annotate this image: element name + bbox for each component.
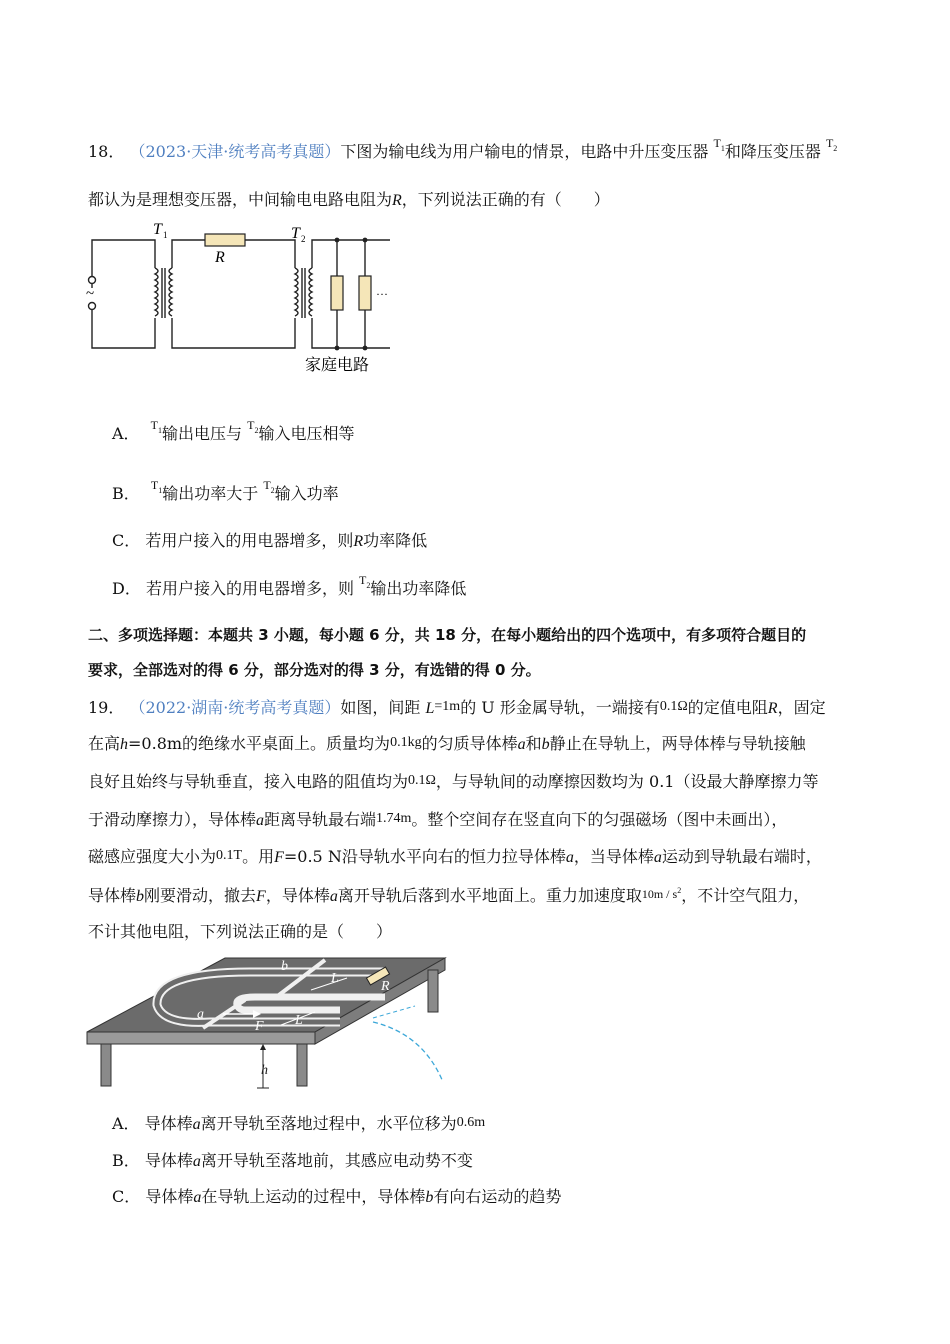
svg-text:1: 1: [163, 230, 168, 240]
q18-option-D[interactable]: D． 若用户接入的用电器增多，则 $^{T_2}$输出功率降低: [112, 573, 467, 598]
q19-option-A[interactable]: A． 导体棒a离开导轨至落地过程中，水平位移为0.6m: [112, 1114, 486, 1133]
fig-label-a: a: [197, 1007, 204, 1022]
label-R: R: [215, 249, 225, 266]
q19-source[interactable]: （2022·湖南·统考高考真题）: [129, 698, 341, 717]
more-loads-dots: ···: [376, 287, 388, 301]
t2-primary-coil: [295, 268, 298, 316]
q18-R: R: [392, 192, 402, 209]
t2-secondary-coil: [309, 268, 312, 316]
fig-label-h: h: [261, 1063, 268, 1078]
q18-number: 18．: [88, 142, 125, 161]
ac-symbol: ~: [86, 286, 95, 302]
svg-text:2: 2: [301, 234, 306, 244]
home-circuit-caption: 家庭电路: [305, 357, 370, 374]
trajectory: [373, 1022, 443, 1082]
label-T1: T: [153, 221, 162, 238]
q18-option-A[interactable]: A． $^{T_1}$输出电压与 $^{T_2}$输入电压相等: [112, 418, 355, 443]
q19-line6: 导体棒b刚要滑动，撤去F，导体棒a离开导轨后落到水平地面上。重力加速度取$10m / s^2$，不计空气阻力，: [88, 886, 810, 905]
section2-line2: 要求，全部选对的得 6 分，部分选对的得 3 分，有选错的得 0 分。: [88, 661, 541, 679]
q18-T1: T1: [713, 136, 725, 153]
q18-line2: 都认为是理想变压器，中间输电电路电阻为R，下列说法正确的有（ ）: [88, 190, 610, 209]
fig-label-F: F: [255, 1019, 264, 1034]
q19-rail-figure: [85, 950, 455, 1095]
q19-option-C[interactable]: C． 导体棒a在导轨上运动的过程中，导体棒b有向右运动的趋势: [112, 1187, 562, 1206]
q19-option-B[interactable]: B． 导体棒a离开导轨至落地前，其感应电动势不变: [112, 1151, 473, 1170]
fig-label-R: R: [381, 979, 390, 994]
q18-option-B[interactable]: B． $^{T_1}$输出功率大于 $^{T_2}$输入功率: [112, 478, 339, 503]
section2-line1: 二、多项选择题：本题共 3 小题，每小题 6 分，共 18 分，在每小题给出的四个选项中，有多项符合题目的: [88, 626, 807, 644]
q18-source[interactable]: （2023·天津·统考高考真题）: [129, 142, 341, 161]
q18-stem: 下图为输电线为用户输电的情景，电路中升压变压器: [340, 142, 709, 161]
fig-label-b: b: [281, 959, 288, 974]
left-wire-bottom: [92, 310, 155, 348]
q19-line1: 19． （2022·湖南·统考高考真题）如图，间距 L=1m的 U 形金属导轨，一端接有0.1Ω的定值电阻R，固定: [88, 698, 826, 717]
t1-primary-coil: [155, 268, 158, 316]
resistor-R: [205, 234, 245, 246]
q18-T2: T2: [825, 136, 838, 153]
t1-secondary-coil: [169, 268, 172, 316]
load-resistor-1: [331, 276, 343, 310]
q18-and: 和降压变压器: [724, 142, 821, 161]
q19-line5: 磁感应强度大小为0.1T。用F=0.5 N沿导轨水平向右的恒力拉导体棒a，当导体棒a运动到导轨最右端时，: [88, 847, 822, 866]
fig-label-L2: L: [295, 1013, 303, 1028]
q19-line7: 不计其他电阻，下列说法正确的是（ ）: [88, 922, 393, 941]
q18-circuit-figure: [85, 218, 405, 378]
q19-number: 19．: [88, 698, 125, 717]
q18-line1: [88, 136, 838, 165]
q19-line3: 良好且始终与导轨垂直，接入电路的阻值均为0.1Ω，与导轨间的动摩擦因数均为 0.1（设最大静摩擦力等: [88, 772, 819, 791]
label-T2: T: [291, 225, 300, 242]
load-resistor-2: [359, 276, 371, 310]
q19-line4: 于滑动摩擦力），导体棒a距离导轨最右端1.74m。整个空间存在竖直向下的匀强磁场（图中未画出），: [88, 810, 788, 829]
q19-line2: 在高h=0.8m的绝缘水平桌面上。质量均为0.1kg的匀质导体棒a和b静止在导轨上，两导体棒与导轨接触: [88, 734, 806, 753]
left-wire-top: [92, 240, 155, 288]
q18-option-C[interactable]: C． 若用户接入的用电器增多，则R功率降低: [112, 531, 428, 550]
fig-label-L1: L: [331, 971, 339, 986]
